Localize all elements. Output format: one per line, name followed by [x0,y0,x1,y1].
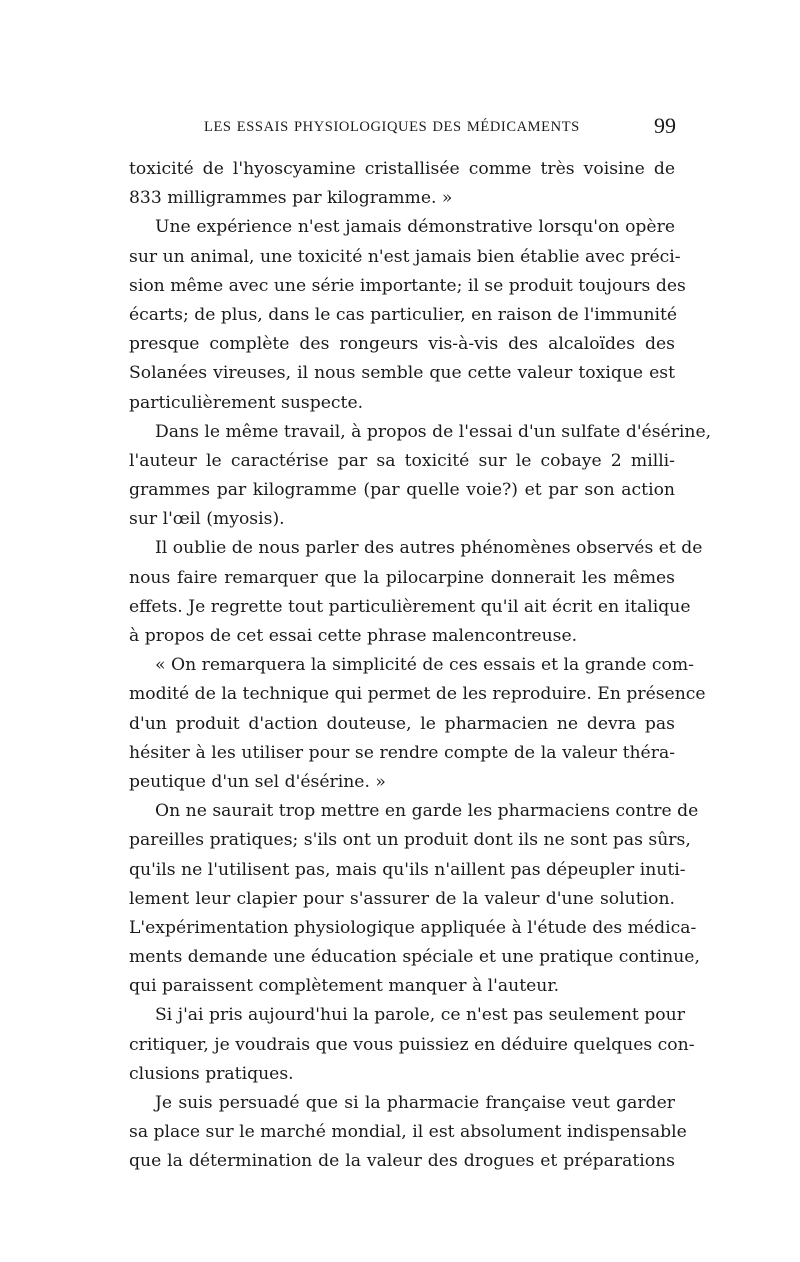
text-line: écarts; de plus, dans le cas particulier, en raison de l'immunité [129,304,678,325]
body-text [129,155,712,1177]
text-line: effets. Je regrette tout particulièrement qu'il ait écrit en italique [129,596,691,617]
text-line: Je suis persuadé que si la pharmacie française veut garder [155,1093,675,1113]
page-number: 99 [654,113,676,138]
text-line: presque complète des rongeurs vis-à-vis des alcaloïdes des [129,334,675,355]
text-line: clusions pratiques. [129,1063,294,1084]
text-line: On ne saurait trop mettre en garde les pharmaciens contre de [155,801,699,822]
text-line: l'auteur le caractérise par sa toxicité sur le cobaye 2 milli- [129,450,675,471]
text-line: sion même avec une série importante; il se produit toujours des [129,275,686,296]
text-line: L'expérimentation physiologique appliquée à l'étude des médica- [129,917,697,938]
text-line: sa place sur le marché mondial, il est absolument indispensable [129,1122,687,1143]
text-line: nous faire remarquer que la pilocarpine donnerait les mêmes [129,567,675,588]
text-line: hésiter à les utiliser pour se rendre compte de la valeur théra- [129,742,675,763]
text-line: Solanées vireuses, il nous semble que cette valeur toxique est [129,363,675,384]
text-line: ments demande une éducation spéciale et une pratique continue, [129,947,700,968]
text-line: particulièrement suspecte. [129,392,364,413]
text-line: Dans le même travail, à propos de l'essai d'un sulfate d'ésérine, [155,421,712,442]
text-line: Une expérience n'est jamais démonstrative lorsqu'on opère [155,217,675,238]
text-line: sur un animal, une toxicité n'est jamais bien établie avec préci- [129,246,681,267]
text-line: qui paraissent complètement manquer à l'auteur. [129,976,560,997]
text-line: modité de la technique qui permet de les reproduire. En présence [129,684,706,705]
running-head [128,113,676,141]
text-line: pareilles pratiques; s'ils ont un produit dont ils ne sont pas sûrs, [129,830,691,851]
text-line: lement leur clapier pour s'assurer de la valeur d'une solution. [129,888,675,909]
text-line: Il oublie de nous parler des autres phénomènes observés et de [155,538,703,559]
text-line: que la détermination de la valeur des drogues et préparations [129,1151,675,1172]
text-line: d'un produit d'action douteuse, le pharmacien ne devra pas [129,713,675,734]
text-line: « On remarquera la simplicité de ces essais et la grande com- [155,655,694,676]
text-line: peutique d'un sel d'ésérine. » [129,771,386,792]
running-title: LES ESSAIS PHYSIOLOGIQUES DES MÉDICAMENTS [204,119,580,135]
text-line: toxicité de l'hyoscyamine cristallisée comme très voisine de [129,159,675,179]
text-line: sur l'œil (myosis). [129,509,285,530]
text-line: à propos de cet essai cette phrase malencontreuse. [129,626,578,646]
text-line: qu'ils ne l'utilisent pas, mais qu'ils n'aillent pas dépeupler inuti- [129,859,686,880]
text-line: critiquer, je voudrais que vous puissiez en déduire quelques con- [129,1034,695,1055]
text-line: 833 milligrammes par kilogramme. » [129,188,453,209]
text-line: Si j'ai pris aujourd'hui la parole, ce n'est pas seulement pour [155,1005,685,1026]
text-line: grammes par kilogramme (par quelle voie?) et par son action [129,480,675,501]
